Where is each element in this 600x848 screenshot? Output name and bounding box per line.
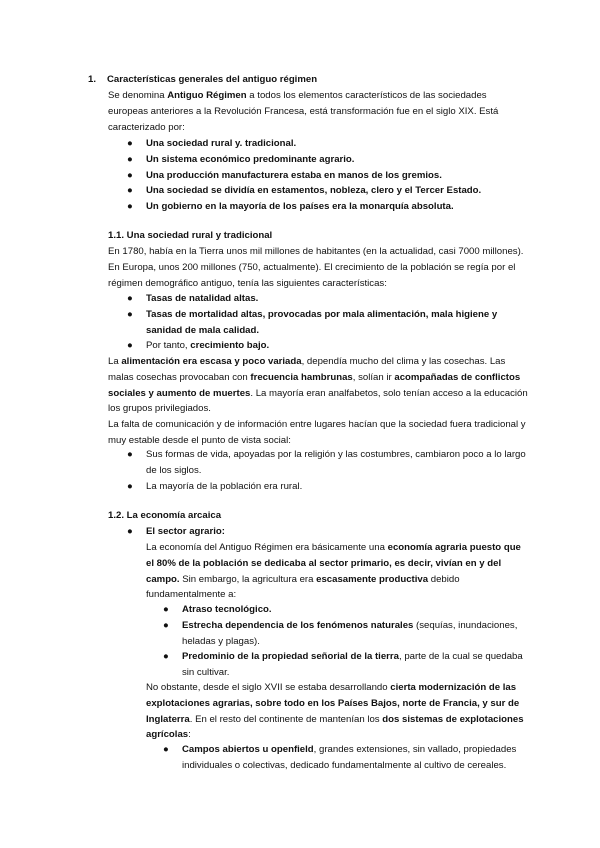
text: Sin embargo, la agricultura era xyxy=(179,573,317,585)
text: No obstante, desde el siglo XVII se estaba desarrollando xyxy=(146,682,391,693)
text: , dependía mucho del clima y las cosechas. Las malas cosechas provocaban con xyxy=(108,356,506,383)
list-item: ● Estrecha dependencia de los fenómenos naturales (sequías, inundaciones, heladas y plagas). xyxy=(163,619,518,647)
text: . La mayoría eran analfabetos, solo tenían acceso a la educación los grupos privilegiados. xyxy=(108,387,528,415)
list-item: ● Una sociedad rural y. tradicional. xyxy=(127,138,297,149)
list-item: ● Un gobierno en la mayoría de los países era la monarquía absoluta. xyxy=(127,201,454,213)
section-1-1-paragraph-2 xyxy=(108,354,528,417)
section-1-2-inner-bullets xyxy=(163,602,527,681)
list-item: ● Predominio de la propiedad señorial de la tierra, parte de la cual se quedaba sin cultivar. xyxy=(163,651,523,679)
list-item: ● Tasas de natalidad altas. xyxy=(127,293,259,304)
text: . En el resto del continente de mantenían los xyxy=(189,713,383,725)
bold-text: frecuencia hambrunas xyxy=(250,371,353,383)
text: , grandes extensiones, sin vallado, propiedades individuales o colectivas, dedicado fundamentalmente al cultivo de cereales. xyxy=(182,744,517,771)
section-1-1-bullets-2 xyxy=(127,447,527,494)
bold-text: Antiguo Régimen xyxy=(167,90,247,101)
section-1-intro xyxy=(108,88,528,135)
bold-text: cierta modernización de las explotaciones agrarias, sobre todo en los Países Bajos, norte de Francia, y sur de Inglaterra xyxy=(146,682,520,725)
section-1-2-last-bullets xyxy=(163,742,527,774)
bold-text: Campos abiertos u openfield xyxy=(182,744,314,755)
list-item: ● Una producción manufacturera estaba en manos de los gremios. xyxy=(127,169,442,181)
list-item: ● Campos abiertos u openfield, grandes extensiones, sin vallado, propiedades individuales o colectivas, dedicado fundamentalmente al cultivo de cereales. xyxy=(163,744,517,771)
section-1-2-heading: 1.2. La economía arcaica xyxy=(108,510,222,521)
bold-text: Estrecha dependencia de los fenómenos naturales xyxy=(182,619,414,631)
list-item: ● Atraso tecnológico. xyxy=(163,604,272,615)
text: a todos los elementos característicos de las sociedades europeas anteriores a la Revolución Francesa, está transformación fue en el siglo XIX. Está caracterizado por: xyxy=(108,90,499,133)
list-item: ● Tasas de mortalidad altas, provocadas por mala alimentación, mala higiene y sanidad de mala calidad. xyxy=(127,308,498,336)
bold-text: dos sistemas de explotaciones agrícolas xyxy=(146,713,524,741)
section-1-heading xyxy=(88,72,528,88)
section-1-title: Características generales del antiguo régimen xyxy=(107,74,318,85)
list-item: ● Un sistema económico predominante agrario. xyxy=(127,153,355,165)
section-1-2-paragraph-1 xyxy=(146,540,528,603)
bold-text: escasamente productiva xyxy=(316,573,429,585)
list-item: ● Por tanto, crecimiento bajo. xyxy=(127,340,270,352)
list-item: ● Sus formas de vida, apoyadas por la religión y las costumbres, cambiaron poco a lo largo de los siglos. xyxy=(127,449,526,476)
bold-text: Predominio de la propiedad señorial de la tierra xyxy=(182,651,399,663)
bold-text: Atraso tecnológico. xyxy=(182,604,272,615)
section-1-2-bullets xyxy=(127,524,527,540)
text: La economía del Antiguo Régimen era básicamente una xyxy=(146,542,388,553)
list-item: ● La mayoría de la población era rural. xyxy=(127,480,303,492)
bold-text: acompañadas de conflictos sociales y aumento de muertes xyxy=(108,371,521,399)
bold-text: economía agraria puesto que el 80% de la población se dedicaba al sector primario, es decir, vivían en y del campo. xyxy=(146,542,521,585)
list-item: ● El sector agrario: xyxy=(127,526,225,537)
list-item: ● Una sociedad se dividía en estamentos, nobleza, clero y el Tercer Estado. xyxy=(127,185,482,197)
text: Se denomina xyxy=(108,90,168,101)
bold-text: alimentación era escasa y poco variada xyxy=(121,356,302,367)
text: debido fundamentalmente a: xyxy=(146,573,460,601)
text: : xyxy=(188,729,191,741)
text: , parte de la cual se quedaba sin cultivar. xyxy=(182,651,523,679)
section-1-1-heading: 1.1. Una sociedad rural y tradicional xyxy=(108,230,273,241)
section-1-1-paragraph-3: La falta de comunicación y de información entre lugares hacían que la sociedad fuera tradicional y muy estable desde el punto de vista social: xyxy=(108,419,526,446)
section-1-1-bullets xyxy=(127,291,527,354)
section-1-2-paragraph-2 xyxy=(146,680,528,743)
text: La xyxy=(108,356,122,367)
section-1-bullets xyxy=(127,136,527,215)
section-1-1-paragraph-1: En 1780, había en la Tierra unos mil millones de habitantes (en la actualidad, casi 7000 millones). En Europa, unos 200 millones (750, actualmente). El crecimiento de la población se regía por el régimen demográfico antiguo, tenía las siguientes características: xyxy=(108,246,524,289)
section-1-number: 1. xyxy=(88,74,97,85)
text: (sequías, inundaciones, heladas y plagas). xyxy=(182,619,518,647)
text: , solían ir xyxy=(352,371,395,383)
